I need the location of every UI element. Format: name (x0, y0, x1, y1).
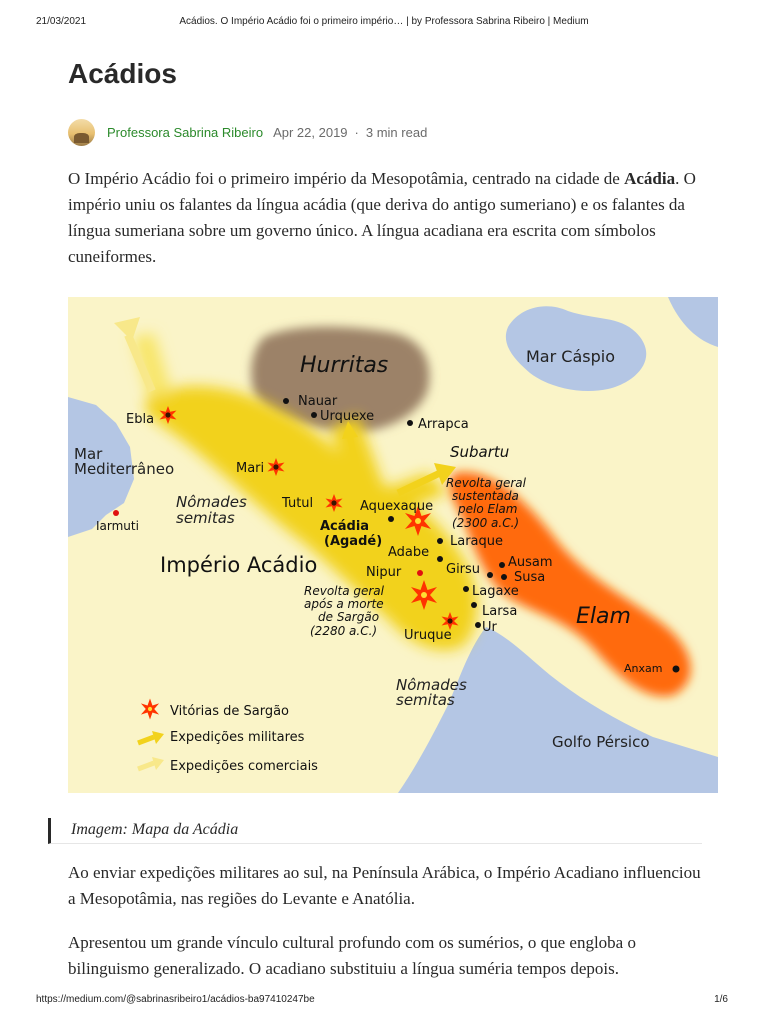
paragraph-2: Ao enviar expedições militares ao sul, na Península Arábica, o Império Acadiano influenciou a Mesopotâmia, nas regiões do Levante e Anatólia. (68, 863, 701, 908)
label-susa: Susa (514, 570, 546, 585)
label-mar: Mar (74, 445, 103, 463)
image-caption: Imagem: Mapa da Acádia (48, 818, 702, 844)
label-semitas-1: semitas (176, 509, 235, 527)
avatar[interactable] (68, 119, 95, 146)
label-nipur: Nipur (366, 565, 402, 580)
byline-separator: · (354, 124, 359, 140)
label-aquexaque: Aquexaque (360, 499, 434, 514)
print-footer (0, 994, 768, 1008)
intro-text-2: . O império uniu os falantes da língua acádia (que deriva do antigo sumeriano) e os falantes da língua sumeriana sobre um governo único. A língua acadiana era escrita com símbolos cuneiformes. (68, 169, 696, 266)
intro-text-1: O Império Acádio foi o primeiro império da Mesopotâmia, centrado na cidade de (68, 169, 625, 188)
print-header (0, 16, 768, 30)
label-revolta-elam-2: sustentada (452, 489, 519, 503)
print-page-title: Acádios. O Império Acádio foi o primeiro império… | by Professora Sabrina Ribeiro | Medium (179, 16, 589, 27)
label-revolta-elam-4: (2300 a.C.) (452, 516, 520, 530)
label-revolta-sargao-2: após a morte (304, 597, 384, 611)
label-revolta-elam-3: pelo Elam (458, 502, 518, 516)
byline (68, 118, 427, 146)
label-ebla: Ebla (126, 412, 155, 427)
label-urquexe: Urquexe (320, 409, 375, 424)
akkad-map (68, 297, 718, 793)
legend-commercial: Expedições comerciais (170, 759, 318, 774)
label-revolta-sargao-4: (2280 a.C.) (310, 624, 378, 638)
legend-military: Expedições militares (170, 730, 305, 745)
city-dot-nipur (417, 570, 423, 576)
label-revolta-sargao-3: de Sargão (318, 610, 380, 624)
legend-victories: Vitórias de Sargão (170, 704, 289, 719)
intro-paragraph (68, 166, 708, 270)
article-title: Acádios (68, 58, 177, 89)
publish-date[interactable]: Apr 22, 2019 (273, 124, 348, 140)
label-mar-caspio: Mar Cáspio (526, 347, 615, 366)
author-link[interactable]: Professora Sabrina Ribeiro (107, 124, 264, 140)
city-dot-iarmuti (113, 510, 119, 516)
label-adabe: Adabe (388, 545, 430, 560)
print-url: https://medium.com/@sabrinasribeiro1/acádios-ba97410247be (36, 994, 315, 1005)
read-time: 3 min read (365, 124, 428, 140)
label-nomades-1: Nômades (176, 493, 247, 511)
label-ausam: Ausam (508, 555, 553, 570)
label-mari: Mari (236, 461, 265, 476)
acadia-bold: Acádia (624, 169, 676, 188)
label-anxam: Anxam (624, 662, 663, 675)
label-revolta-elam-1: Revolta geral (446, 476, 526, 490)
label-laraque: Laraque (450, 534, 504, 549)
label-imperio-acadio: Império Acádio (160, 553, 318, 577)
label-ur: Ur (482, 620, 497, 635)
paragraph-3: Apresentou um grande vínculo cultural profundo com os sumérios, o que engloba o bilinguismo generalizado. O acadiano substituiu a língua suméria tempos depois. (68, 933, 636, 978)
label-golfo-persico: Golfo Pérsico (552, 733, 650, 751)
label-acadia: Acádia (320, 519, 370, 534)
label-nomades-2: Nômades (396, 676, 467, 694)
label-larsa: Larsa (482, 604, 518, 619)
label-lagaxe: Lagaxe (472, 584, 519, 599)
label-mediterraneo: Mediterrâneo (74, 460, 175, 478)
label-hurritas: Hurritas (300, 353, 389, 378)
label-revolta-sargao-1: Revolta geral (304, 584, 384, 598)
print-page-number: 1/6 (714, 994, 728, 1005)
label-agade: (Agadé) (324, 534, 383, 549)
label-elam: Elam (576, 604, 631, 629)
label-subartu: Subartu (450, 443, 510, 461)
label-nauar: Nauar (298, 394, 338, 409)
label-arrapca: Arrapca (418, 417, 469, 432)
label-tutul: Tutul (282, 496, 314, 511)
label-semitas-2: semitas (396, 691, 455, 709)
label-uruque: Uruque (404, 628, 452, 643)
label-iarmuti: Iarmuti (96, 519, 139, 533)
label-girsu: Girsu (446, 562, 481, 577)
print-date: 21/03/2021 (36, 16, 87, 27)
